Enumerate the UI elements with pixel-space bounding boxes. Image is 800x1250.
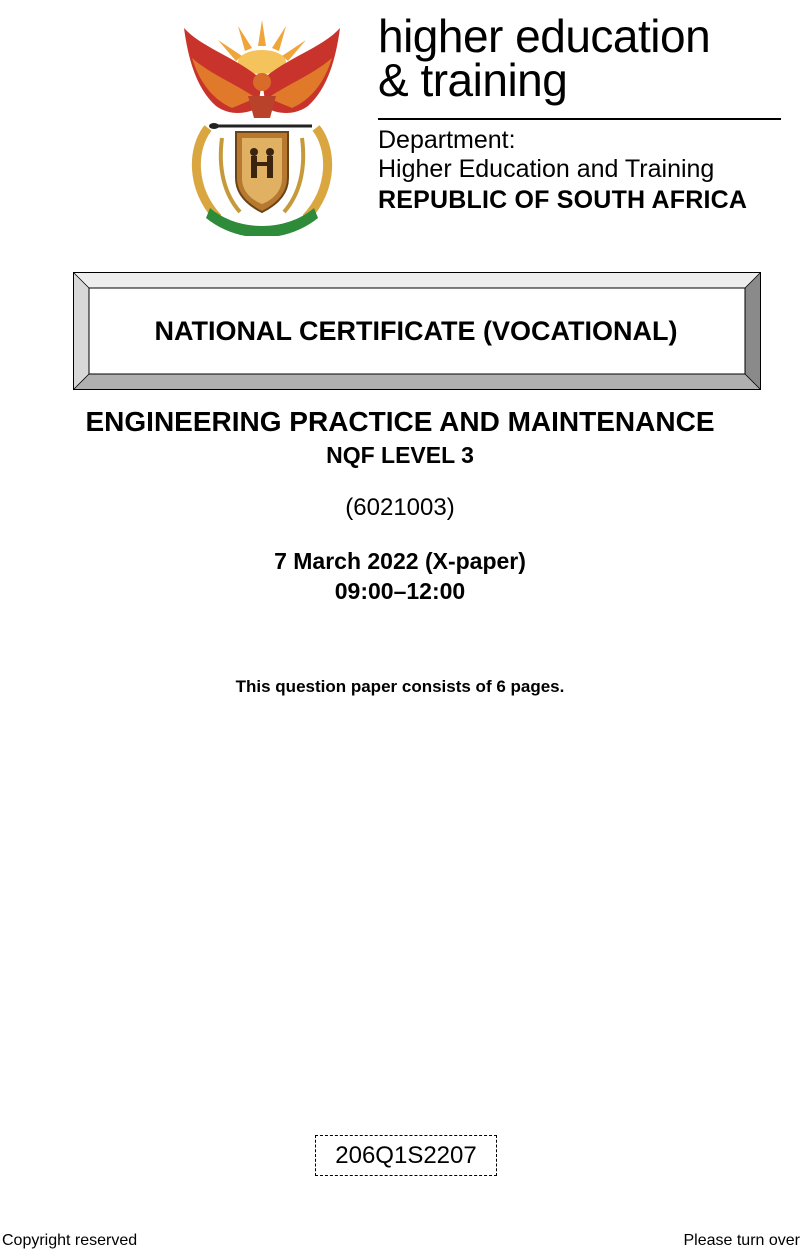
subject-code: (6021003) bbox=[345, 494, 455, 521]
brand-title bbox=[378, 10, 788, 106]
footer-copyright: Copyright reserved bbox=[2, 1232, 138, 1249]
exam-time: 09:00–12:00 bbox=[334, 578, 466, 604]
footer-turn-over: Please turn over bbox=[683, 1232, 800, 1249]
nqf-level: NQF LEVEL 3 bbox=[326, 442, 474, 468]
department-label: Department: bbox=[378, 126, 516, 154]
department-name: Higher Education and Training bbox=[378, 155, 715, 183]
brand-line-1: higher education bbox=[378, 10, 711, 62]
country-name: REPUBLIC OF SOUTH AFRICA bbox=[378, 186, 748, 214]
certificate-title: NATIONAL CERTIFICATE (VOCATIONAL) bbox=[154, 316, 678, 346]
brand-line-2: & training bbox=[378, 54, 568, 106]
page-count-note: This question paper consists of 6 pages. bbox=[235, 677, 565, 696]
subject-title: ENGINEERING PRACTICE AND MAINTENANCE bbox=[85, 406, 715, 437]
brand-divider bbox=[378, 118, 781, 120]
exam-date: 7 March 2022 (X-paper) bbox=[274, 548, 526, 574]
paper-reference-code: 206Q1S2207 bbox=[315, 1135, 497, 1176]
coat-of-arms-icon bbox=[178, 18, 346, 236]
department-block bbox=[378, 126, 798, 216]
